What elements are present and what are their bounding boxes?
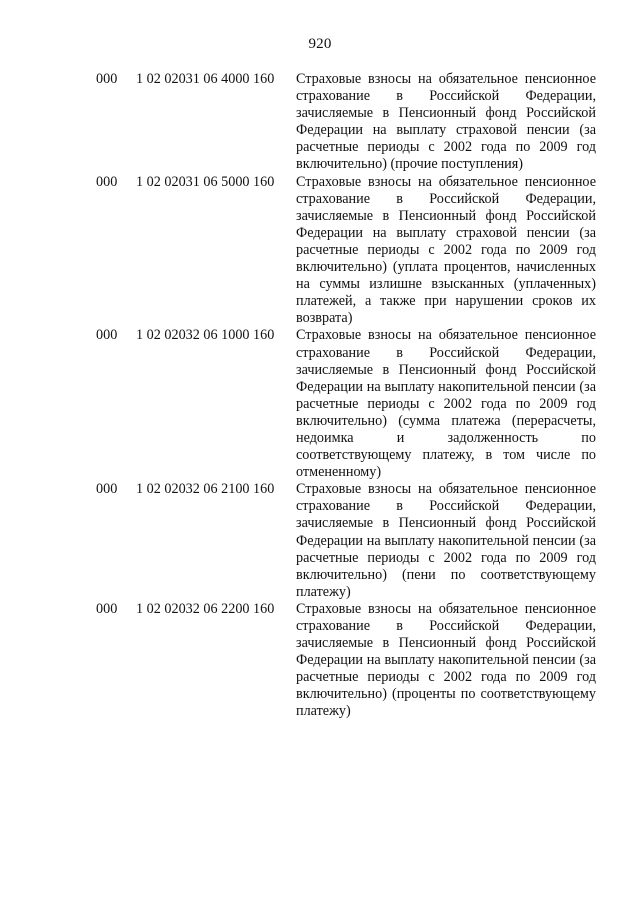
code-description: Страховые взносы на обязательное пенсионное страхование в Российской Федерации, зачисляемые в Пенсионный фонд Российской Федерации на выплату накопительной пенсии (за расчетные периоды с 2002 года по 2009 год включительно) (пени по соответствующему платежу) [296,481,596,600]
code-description: Страховые взносы на обязательное пенсионное страхование в Российской Федерации, зачисляемые в Пенсионный фонд Российской Федерации на выплату накопительной пенсии (за расчетные периоды с 2002 года по 2009 год включительно) (проценты по соответствующему платежу) [296,600,596,720]
table-row [96,71,596,174]
code-description: Страховые взносы на обязательное пенсионное страхование в Российской Федерации, зачисляемые в Пенсионный фонд Российской Федерации на выплату накопительной пенсии (за расчетные периоды с 2002 года по 2009 год включительно) (сумма платежа (перерасчеты, недоимка и задолженность по соответствующему платежу, в том числе по отмененному) [296,327,596,481]
code-description: Страховые взносы на обязательное пенсионное страхование в Российской Федерации, зачисляемые в Пенсионный фонд Российской Федерации на выплату страховой пенсии (за расчетные периоды с 2002 года по 2009 год включительно) (прочие поступления) [296,71,596,173]
budget-classification-code: 1 02 02032 06 2100 160 [136,481,275,498]
budget-classification-code: 1 02 02031 06 4000 160 [136,71,275,87]
administrator-code: 000 [96,481,118,498]
budget-classification-code: 1 02 02032 06 2200 160 [136,600,275,617]
administrator-code: 000 [96,71,118,87]
table-row [96,174,596,328]
table-row [96,601,596,721]
page-number: 920 [308,36,332,52]
code-description: Страховые взносы на обязательное пенсионное страхование в Российской Федерации, зачисляемые в Пенсионный фонд Российской Федерации на выплату страховой пенсии (за расчетные периоды с 2002 года по 2009 год включительно) (уплата процентов, начисленных на суммы излишне взысканных (уплаченных) платежей, а также при нарушении сроков их возврата) [296,173,596,327]
budget-classification-code: 1 02 02032 06 1000 160 [136,327,275,344]
table-row [96,481,596,601]
administrator-code: 000 [96,173,118,190]
budget-code-table [96,71,596,721]
budget-classification-code: 1 02 02031 06 5000 160 [136,173,275,190]
table-row [96,327,596,481]
administrator-code: 000 [96,600,118,617]
administrator-code: 000 [96,327,118,344]
